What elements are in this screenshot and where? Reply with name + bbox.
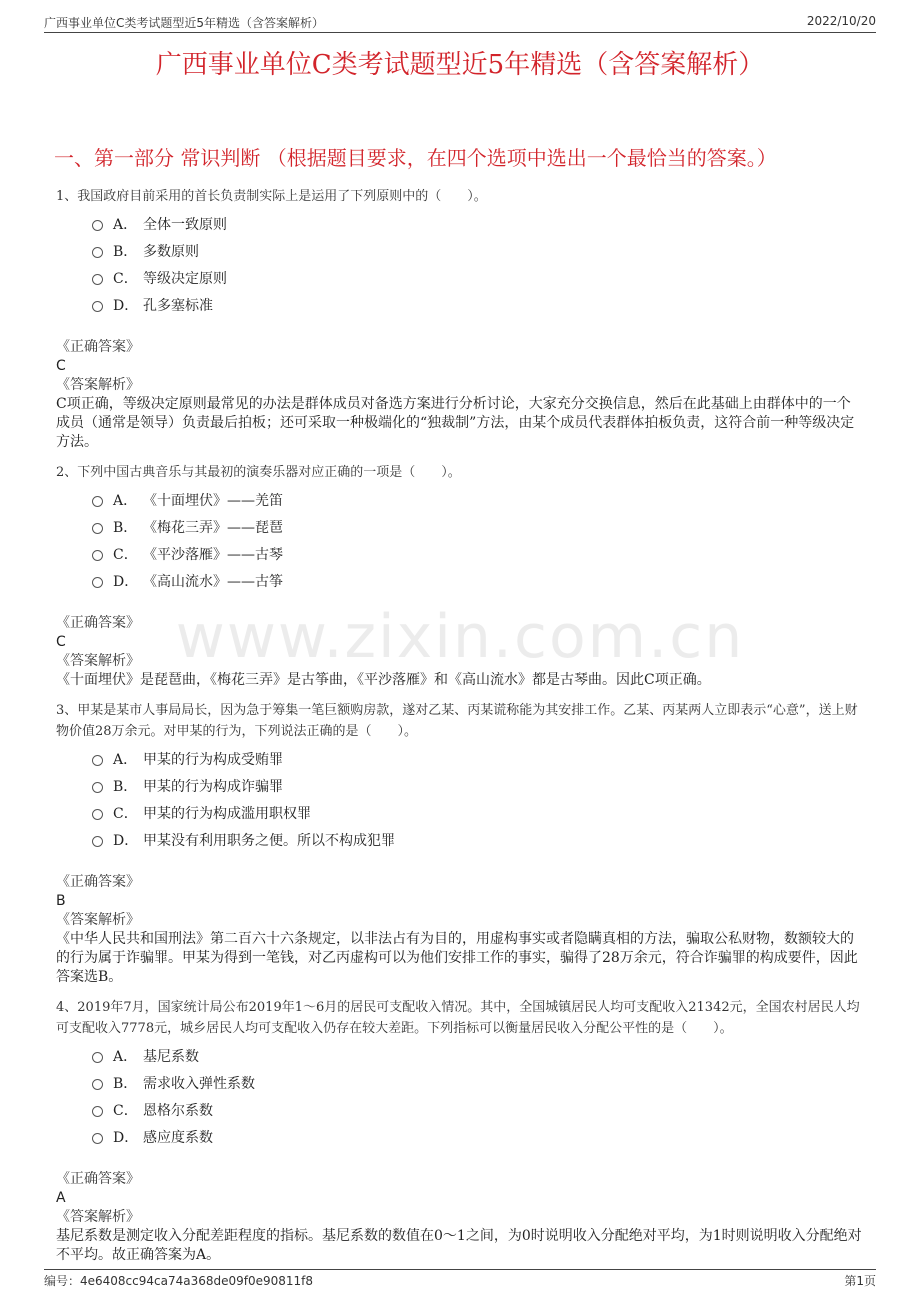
header-date: 2022/10/20 [806, 14, 876, 28]
radio-icon[interactable] [92, 1106, 103, 1117]
option-text: 《梅花三弄》——琵琶 [143, 519, 283, 536]
answer-label: 《正确答案》 [56, 1171, 140, 1187]
explanation-label: 《答案解析》 [56, 1209, 140, 1225]
option-letter: D． [113, 573, 139, 590]
question [56, 462, 864, 690]
question-list [56, 186, 864, 1275]
radio-icon[interactable] [92, 809, 103, 820]
option-d[interactable] [56, 1123, 864, 1150]
option-letter: D． [113, 832, 139, 849]
option-text: 多数原则 [143, 243, 199, 260]
option-a[interactable] [56, 745, 864, 772]
option-c[interactable] [56, 540, 864, 567]
option-text: 《平沙落雁》——古琴 [143, 546, 283, 563]
radio-icon[interactable] [92, 1133, 103, 1144]
page-number: 第1页 [844, 1274, 876, 1288]
option-b[interactable] [56, 237, 864, 264]
page-title: 广西事业单位C类考试题型近5年精选（含答案解析） [155, 50, 765, 80]
option-text: 基尼系数 [143, 1048, 199, 1065]
answer-label: 《正确答案》 [56, 339, 140, 355]
option-text: 《高山流水》——古筝 [143, 573, 283, 590]
watermark: www.zixin.com.cn [175, 602, 745, 672]
option-a[interactable] [56, 1042, 864, 1069]
answer-value: A [56, 1190, 66, 1206]
option-letter: C． [113, 1102, 138, 1119]
option-text: 甲某的行为构成滥用职权罪 [143, 805, 311, 822]
question-stem: 2、下列中国古典音乐与其最初的演奏乐器对应正确的一项是（ ）。 [56, 465, 461, 480]
radio-icon[interactable] [92, 782, 103, 793]
option-letter: A． [113, 751, 138, 768]
option-text: 等级决定原则 [143, 270, 227, 287]
option-letter: A． [113, 1048, 138, 1065]
page-footer [44, 1272, 876, 1289]
radio-icon[interactable] [92, 836, 103, 847]
question-stem: 3、甲某是某市人事局局长，因为急于筹集一笔巨额购房款，遂对乙某、丙某谎称能为其安排工作。乙某、丙某两人立即表示“心意”，送上财物价值28万余元。对甲某的行为，下列说法正确的是（ ）。 [56, 703, 858, 739]
option-text: 孔多塞标准 [143, 297, 213, 314]
option-text: 全体一致原则 [143, 216, 227, 233]
question-stem: 4、2019年7月，国家统计局公布2019年1～6月的居民可支配收入情况。其中，全国城镇居民人均可支配收入21342元，全国农村居民人均可支配收入7778元，城乡居民人均可支配收入仍存在较大差距。下列指标可以衡量居民收入分配公平性的是（ ）。 [56, 1000, 860, 1036]
explanation-text: 《十面埋伏》是琵琶曲，《梅花三弄》是古筝曲，《平沙落雁》和《高山流水》都是古琴曲。因此C项正确。 [56, 672, 711, 688]
option-d[interactable] [56, 291, 864, 318]
option-a[interactable] [56, 486, 864, 513]
explanation-text: C项正确，等级决定原则最常见的办法是群体成员对备选方案进行分析讨论，大家充分交换信息，然后在此基础上由群体中的一个成员（通常是领导）负责最后拍板；还可采取一种极端化的“独裁制”方法，由某个成员代表群体拍板负责，这符合前一种等级决定方法。 [56, 396, 855, 450]
option-b[interactable] [56, 772, 864, 799]
explanation-label: 《答案解析》 [56, 653, 140, 669]
question [56, 186, 864, 452]
option-text: 甲某的行为构成受贿罪 [143, 751, 283, 768]
answer-value: C [56, 634, 66, 650]
option-letter: B． [113, 519, 138, 536]
radio-icon[interactable] [92, 496, 103, 507]
explanation-label: 《答案解析》 [56, 912, 140, 928]
option-c[interactable] [56, 1096, 864, 1123]
answer-value: B [56, 893, 66, 909]
radio-icon[interactable] [92, 755, 103, 766]
answer-label: 《正确答案》 [56, 615, 140, 631]
option-text: 甲某的行为构成诈骗罪 [143, 778, 283, 795]
header-divider [44, 32, 876, 33]
radio-icon[interactable] [92, 301, 103, 312]
option-text: 感应度系数 [143, 1129, 213, 1146]
option-letter: C． [113, 805, 138, 822]
option-b[interactable] [56, 1069, 864, 1096]
option-letter: B． [113, 778, 138, 795]
option-letter: C． [113, 546, 138, 563]
answer-label: 《正确答案》 [56, 874, 140, 890]
radio-icon[interactable] [92, 274, 103, 285]
question [56, 997, 864, 1265]
option-text: 需求收入弹性系数 [143, 1075, 255, 1092]
radio-icon[interactable] [92, 577, 103, 588]
page-header [44, 14, 876, 32]
option-letter: D． [113, 297, 139, 314]
explanation-text: 《中华人民共和国刑法》第二百六十六条规定，以非法占有为目的，用虚构事实或者隐瞒真相的方法，骗取公私财物，数额较大的的行为属于诈骗罪。甲某为得到一笔钱，对乙丙虚构可以为他们安排工作的事实，骗得了28万余元，符合诈骗罪的构成要件，因此答案选B。 [56, 931, 858, 985]
question [56, 700, 864, 987]
radio-icon[interactable] [92, 247, 103, 258]
option-letter: D． [113, 1129, 139, 1146]
option-d[interactable] [56, 826, 864, 853]
option-letter: A． [113, 216, 138, 233]
radio-icon[interactable] [92, 550, 103, 561]
footer-divider [44, 1269, 876, 1270]
explanation-text: 基尼系数是测定收入分配差距程度的指标。基尼系数的数值在0～1之间，为0时说明收入分配绝对平均，为1时则说明收入分配绝对不平均。故正确答案为A。 [56, 1228, 862, 1263]
option-text: 甲某没有利用职务之便。所以不构成犯罪 [143, 832, 395, 849]
explanation-label: 《答案解析》 [56, 377, 140, 393]
option-text: 恩格尔系数 [143, 1102, 213, 1119]
section-heading: 一、第一部分 常识判断 （根据题目要求，在四个选项中选出一个最恰当的答案。） [54, 146, 777, 170]
option-letter: B． [113, 243, 138, 260]
answer-value: C [56, 358, 66, 374]
option-a[interactable] [56, 210, 864, 237]
radio-icon[interactable] [92, 523, 103, 534]
option-letter: A． [113, 492, 138, 509]
option-text: 《十面埋伏》——羌笛 [143, 492, 283, 509]
question-stem: 1、我国政府目前采用的首长负责制实际上是运用了下列原则中的（ ）。 [56, 189, 487, 204]
radio-icon[interactable] [92, 1052, 103, 1063]
option-c[interactable] [56, 799, 864, 826]
radio-icon[interactable] [92, 220, 103, 231]
option-d[interactable] [56, 567, 864, 594]
option-letter: C． [113, 270, 138, 287]
header-doc-title: 广西事业单位C类考试题型近5年精选（含答案解析） [44, 16, 325, 30]
option-c[interactable] [56, 264, 864, 291]
option-b[interactable] [56, 513, 864, 540]
radio-icon[interactable] [92, 1079, 103, 1090]
option-letter: B． [113, 1075, 138, 1092]
document-id: 编号：4e6408cc94ca74a368de09f0e90811f8 [44, 1274, 314, 1288]
